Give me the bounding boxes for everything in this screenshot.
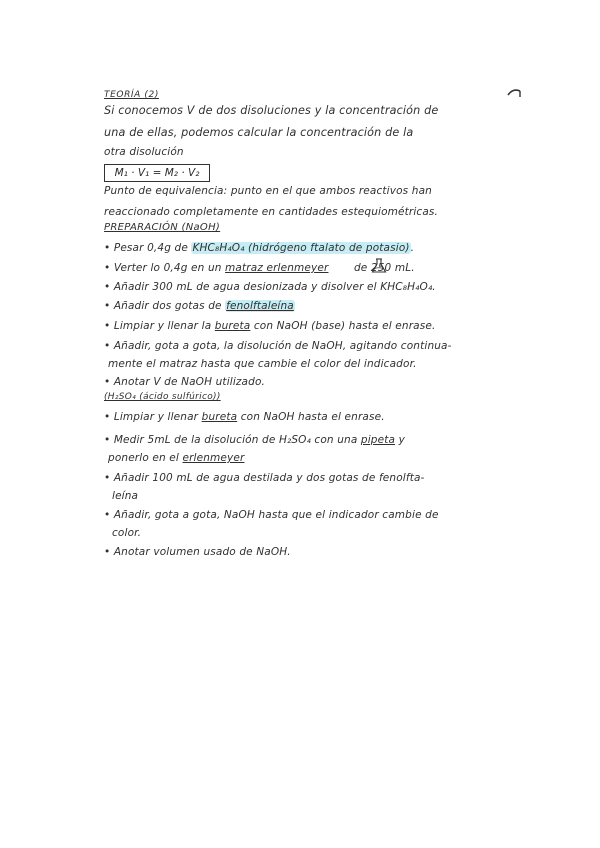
list-item [104, 411, 385, 423]
list-item: • Añadir 300 mL de agua desionizada y disolver el KHC₈H₄O₄. [104, 281, 436, 293]
item-text-end: con NaOH hasta el enrase. [237, 411, 385, 423]
corner-mark-icon [506, 87, 522, 99]
item-text: • Medir 5mL de la disolución de H₂SO₄ con una [104, 434, 361, 446]
list-item-continuation: leína [112, 490, 139, 502]
list-item-continuation: color. [112, 527, 142, 539]
list-item: • Anotar volumen usado de NaOH. [104, 546, 291, 558]
equivalence-line-2: reaccionado completamente en cantidades estequiométricas. [104, 206, 439, 218]
item-text: ponerlo en el [108, 452, 183, 464]
intro-line-1: Si conocemos V de dos disoluciones y la concentración de [104, 104, 439, 117]
section-heading-h2so4: (H₂SO₄ (ácido sulfúrico)) [104, 392, 221, 402]
list-item [104, 434, 405, 446]
list-item: • Añadir 100 mL de agua destilada y dos gotas de fenolfta- [104, 472, 425, 484]
list-item [104, 242, 414, 254]
list-item: • Anotar V de NaOH utilizado. [104, 376, 266, 388]
item-underlined: matraz erlenmeyer [225, 262, 329, 274]
list-item-continuation: mente el matraz hasta que cambie el color del indicador. [108, 358, 417, 370]
formula-box: M₁ · V₁ = M₂ · V₂ [104, 164, 210, 182]
item-text: • Limpiar y llenar la [104, 320, 215, 332]
erlenmeyer-flask-icon [371, 258, 387, 274]
list-item: • Añadir, gota a gota, la disolución de NaOH, agitando continua- [104, 340, 452, 352]
item-highlight: KHC₈H₄O₄ (hidrógeno ftalato de potasio) [192, 242, 410, 254]
item-text-end: . [410, 242, 415, 254]
list-item [104, 320, 435, 332]
equivalence-definition: punto en el que ambos reactivos han [230, 185, 432, 197]
item-highlight: fenolftaleína [226, 300, 294, 312]
list-item: • Añadir, gota a gota, NaOH hasta que el indicador cambie de [104, 509, 439, 521]
list-item [104, 300, 295, 312]
intro-line-2: una de ellas, podemos calcular la concentración de la [104, 126, 414, 139]
item-underlined: bureta [201, 411, 238, 423]
intro-line-3: otra disolución [104, 146, 184, 158]
list-item [104, 262, 415, 274]
equivalence-line-1 [104, 185, 432, 197]
item-text-end: de 250 mL. [350, 262, 415, 274]
item-text: • Verter lo 0,4g en un [104, 262, 226, 274]
item-text-end: y [395, 434, 405, 446]
item-underlined: bureta [214, 320, 251, 332]
item-text-end: con NaOH (base) hasta el enrase. [250, 320, 436, 332]
item-underlined: erlenmeyer [182, 452, 245, 464]
item-underlined: pipeta [360, 434, 396, 446]
section-heading-naoh: PREPARACIÓN (NaOH) [104, 222, 221, 233]
item-text: • Añadir dos gotas de [104, 300, 226, 312]
equivalence-term: Punto de equivalencia: [104, 185, 228, 197]
item-text: • Limpiar y llenar [104, 411, 202, 423]
page-title: TEORÍA (2) [104, 90, 159, 100]
list-item-continuation [108, 452, 244, 464]
item-text: • Pesar 0,4g de [104, 242, 192, 254]
